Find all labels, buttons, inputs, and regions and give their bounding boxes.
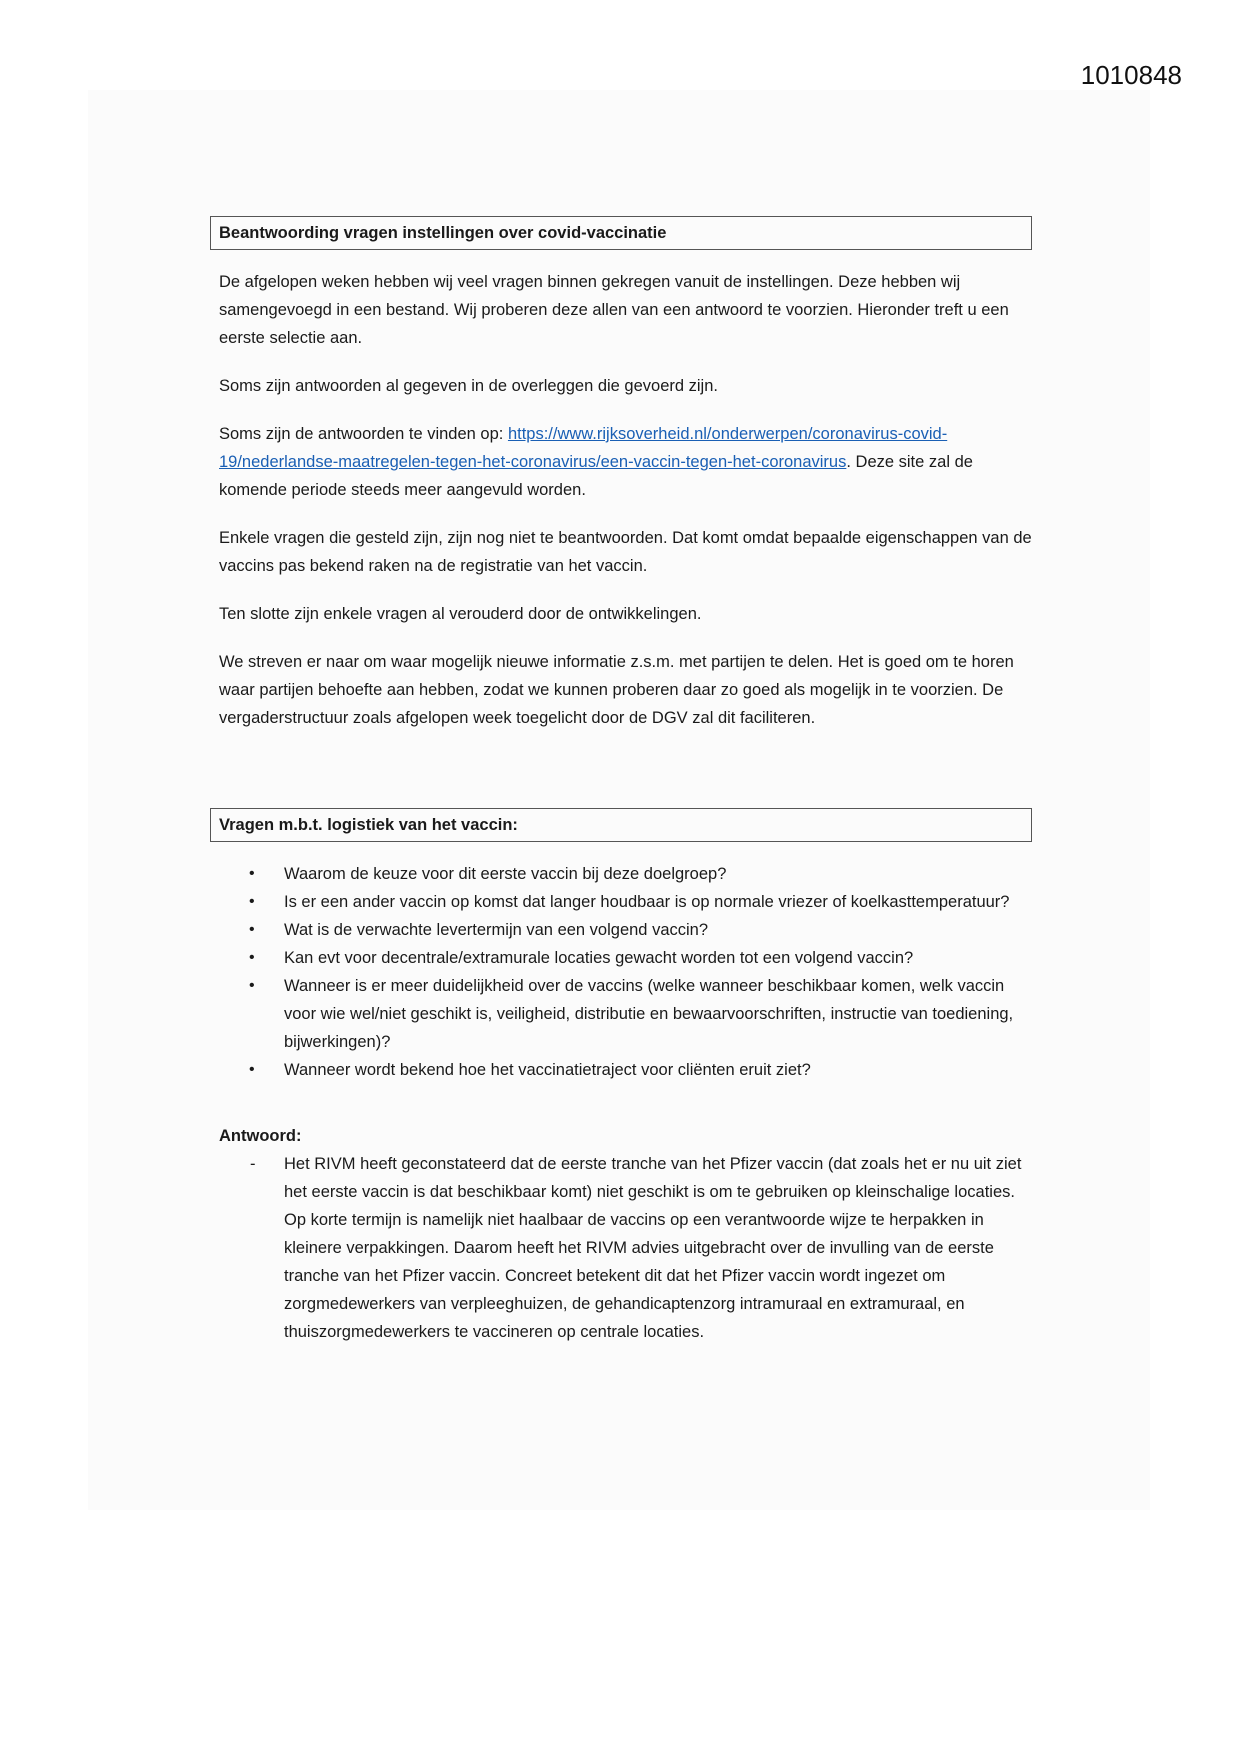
- intro-paragraph: De afgelopen weken hebben wij veel vragen binnen gekregen vanuit de instellingen. Deze hebben wij samengevoegd in een bestand. Wij proberen deze allen van een antwoord te voorzien. Hieronder treft u een eerste selectie aan.: [219, 273, 1009, 347]
- document-body: [210, 216, 1032, 1346]
- question-text: Wanneer is er meer duidelijkheid over de vaccins (welke wanneer beschikbaar komen, welk vaccin voor wie wel/niet geschikt is, veiligheid, distributie en bewaarvoorschriften, instructie van toediening, bijwerkingen)?: [284, 977, 1014, 1051]
- paragraph-streven: We streven er naar om waar mogelijk nieuwe informatie z.s.m. met partijen te delen. Het is goed om te horen waar partijen behoefte aan hebben, zodat we kunnen proberen daar zo goed als mogelijk in te voorzien. De vergaderstructuur zoals afgelopen week toegelicht door de DGV zal dit faciliteren.: [219, 653, 1014, 727]
- link-prefix: Soms zijn de antwoorden te vinden op:: [219, 425, 508, 443]
- dash-marker: -: [250, 1155, 256, 1173]
- question-list: [210, 860, 1032, 1084]
- paragraph-verouderd: Ten slotte zijn enkele vragen al verouderd door de ontwikkelingen.: [219, 605, 702, 623]
- paragraph-overleggen: Soms zijn antwoorden al gegeven in de overleggen die gevoerd zijn.: [219, 377, 718, 395]
- list-item: [219, 972, 1032, 1056]
- rijksoverheid-link[interactable]: https://www.rijksoverheid.nl/onderwerpen/coronavirus-covid-19/nederlandse-maatregelen-tegen-het-coronavirus/een-vaccin-tegen-het-coronavirus: [219, 425, 948, 471]
- bullet: •: [249, 921, 255, 938]
- link-suffix: . Deze site zal de komende periode steeds meer aangevuld worden.: [219, 453, 973, 499]
- answer-text: Het RIVM heeft geconstateerd dat de eerste tranche van het Pfizer vaccin (dat zoals het er nu uit ziet het eerste vaccin is dat beschikbaar komt) niet geschikt is om te gebruiken op kleinschalige locaties. Op korte termijn is namelijk niet haalbaar de vaccins op een verantwoorde wijze te herpakken in kleinere verpakkingen. Daarom heeft het RIVM advies uitgebracht over de invulling van de eerste tranche van het Pfizer vaccin. Concreet betekent dit dat het Pfizer vaccin wordt ingezet om zorgmedewerkers van verpleeghuizen, de gehandicaptenzorg intramuraal en extramuraal, en thuiszorgmedewerkers te vaccineren op centrale locaties.: [284, 1155, 1022, 1341]
- list-item: [219, 1056, 1032, 1084]
- section-spacer: [210, 732, 1032, 808]
- question-text: Waarom de keuze voor dit eerste vaccin bij deze doelgroep?: [284, 865, 727, 883]
- bullet: •: [249, 977, 255, 994]
- list-item: [219, 916, 1032, 944]
- list-item: [219, 944, 1032, 972]
- bullet: •: [249, 893, 255, 910]
- paragraph-nog-niet: Enkele vragen die gesteld zijn, zijn nog niet te beantwoorden. Dat komt omdat bepaalde eigenschappen van de vaccins pas bekend raken na de registratie van het vaccin.: [219, 529, 1032, 575]
- document-number: 1010848: [1080, 60, 1182, 90]
- list-item: [219, 860, 1032, 888]
- list-item: [219, 888, 1032, 916]
- question-text: Wanneer wordt bekend hoe het vaccinatietraject voor cliënten eruit ziet?: [284, 1061, 811, 1079]
- bullet: •: [249, 865, 255, 882]
- question-text: Kan evt voor decentrale/extramurale locaties gewacht worden tot een volgend vaccin?: [284, 949, 914, 967]
- bullet: •: [249, 1061, 255, 1078]
- section-heading-logistiek: Vragen m.b.t. logistiek van het vaccin:: [210, 808, 1032, 842]
- answer-title: Antwoord:: [219, 1127, 302, 1145]
- paragraph-link: [210, 420, 1032, 504]
- question-text: Is er een ander vaccin op komst dat langer houdbaar is op normale vriezer of koelkasttemperatuur?: [284, 893, 1010, 911]
- question-text: Wat is de verwachte levertermijn van een volgend vaccin?: [284, 921, 709, 939]
- section-heading-beantwoording: Beantwoording vragen instellingen over covid-vaccinatie: [210, 216, 1032, 250]
- bullet: •: [249, 949, 255, 966]
- answer-item: [210, 1150, 1032, 1346]
